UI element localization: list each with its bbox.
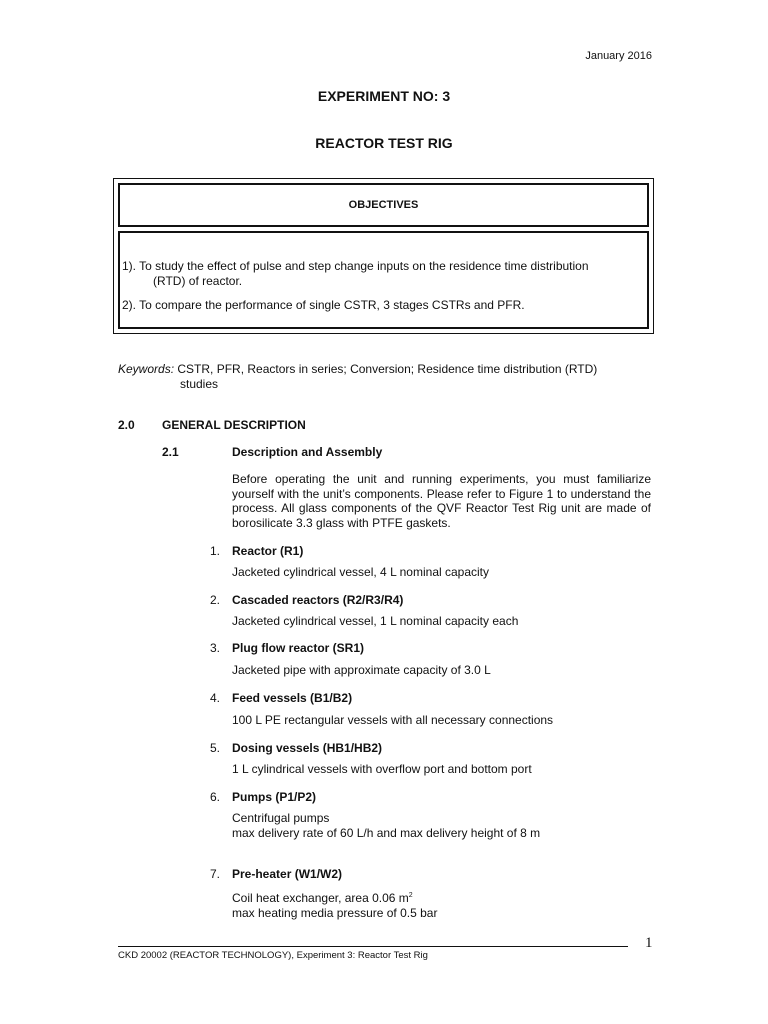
header-date: January 2016	[585, 50, 652, 62]
subsection-number: 2.1	[162, 445, 179, 459]
page-number: 1	[645, 935, 653, 951]
item-7-desc-line-2: max heating media pressure of 0.5 bar	[232, 906, 438, 920]
item-6-desc	[232, 811, 540, 841]
objective-item-1	[122, 259, 647, 289]
section-number: 2.0	[118, 418, 135, 432]
item-4-number: 4.	[210, 691, 221, 705]
item-5-desc: 1 L cylindrical vessels with overflow port and bottom port	[232, 762, 532, 776]
item-3-number: 3.	[210, 641, 221, 655]
keywords-list-cont: studies	[180, 377, 219, 391]
objectives-body	[118, 231, 649, 329]
item-4-title: Feed vessels (B1/B2)	[232, 691, 353, 705]
item-7-desc-superscript: 2	[408, 892, 413, 899]
item-1-number: 1.	[210, 544, 221, 558]
objective-1-line-2: (RTD) of reactor.	[153, 274, 243, 288]
item-7-number: 7.	[210, 867, 221, 881]
keywords-label: Keywords:	[118, 362, 175, 376]
item-1-desc: Jacketed cylindrical vessel, 4 L nominal capacity	[232, 565, 490, 579]
item-4-desc: 100 L PE rectangular vessels with all necessary connections	[232, 713, 554, 727]
item-1-title: Reactor (R1)	[232, 544, 304, 558]
item-5-number: 5.	[210, 741, 221, 755]
item-3-title: Plug flow reactor (SR1)	[232, 641, 365, 655]
footer-rule	[118, 946, 628, 947]
keywords-list: CSTR, PFR, Reactors in series; Conversion; Residence time distribution (RTD)	[174, 362, 598, 376]
item-3-desc: Jacketed pipe with approximate capacity of 3.0 L	[232, 663, 491, 677]
keywords	[118, 362, 648, 392]
item-5-title: Dosing vessels (HB1/HB2)	[232, 741, 383, 755]
item-7-desc	[232, 888, 437, 921]
objective-item-2: 2). To compare the performance of single CSTR, 3 stages CSTRs and PFR.	[122, 298, 525, 312]
item-2-number: 2.	[210, 593, 221, 607]
footer-text: CKD 20002 (REACTOR TECHNOLOGY), Experiment 3: Reactor Test Rig	[118, 950, 428, 961]
objectives-heading: OBJECTIVES	[118, 183, 649, 227]
item-6-title: Pumps (P1/P2)	[232, 790, 317, 804]
item-7-title: Pre-heater (W1/W2)	[232, 867, 343, 881]
item-6-desc-line-2: max delivery rate of 60 L/h and max delivery height of 8 m	[232, 826, 541, 840]
item-7-desc-line-1	[232, 888, 437, 906]
item-7-desc-text: Coil heat exchanger, area 0.06 m	[232, 891, 409, 905]
section-title: GENERAL DESCRIPTION	[162, 418, 306, 432]
objectives-box	[113, 178, 654, 334]
item-2-desc: Jacketed cylindrical vessel, 1 L nominal capacity each	[232, 614, 519, 628]
experiment-subtitle: REACTOR TEST RIG	[315, 135, 453, 151]
description-paragraph: Before operating the unit and running experiments, you must familiarize yourself with the unit’s components. Please refer to Figure 1 to understand the process. All glass components of the QVF Reactor Test Rig unit are made of borosilicate 3.3 glass with PTFE gaskets.	[232, 472, 651, 530]
objective-1-line-1: 1). To study the effect of pulse and step change inputs on the residence time distribution	[122, 259, 589, 273]
item-6-number: 6.	[210, 790, 221, 804]
experiment-title: EXPERIMENT NO: 3	[317, 88, 451, 104]
item-2-title: Cascaded reactors (R2/R3/R4)	[232, 593, 404, 607]
subsection-title: Description and Assembly	[232, 445, 383, 459]
item-6-desc-line-1: Centrifugal pumps	[232, 811, 330, 825]
